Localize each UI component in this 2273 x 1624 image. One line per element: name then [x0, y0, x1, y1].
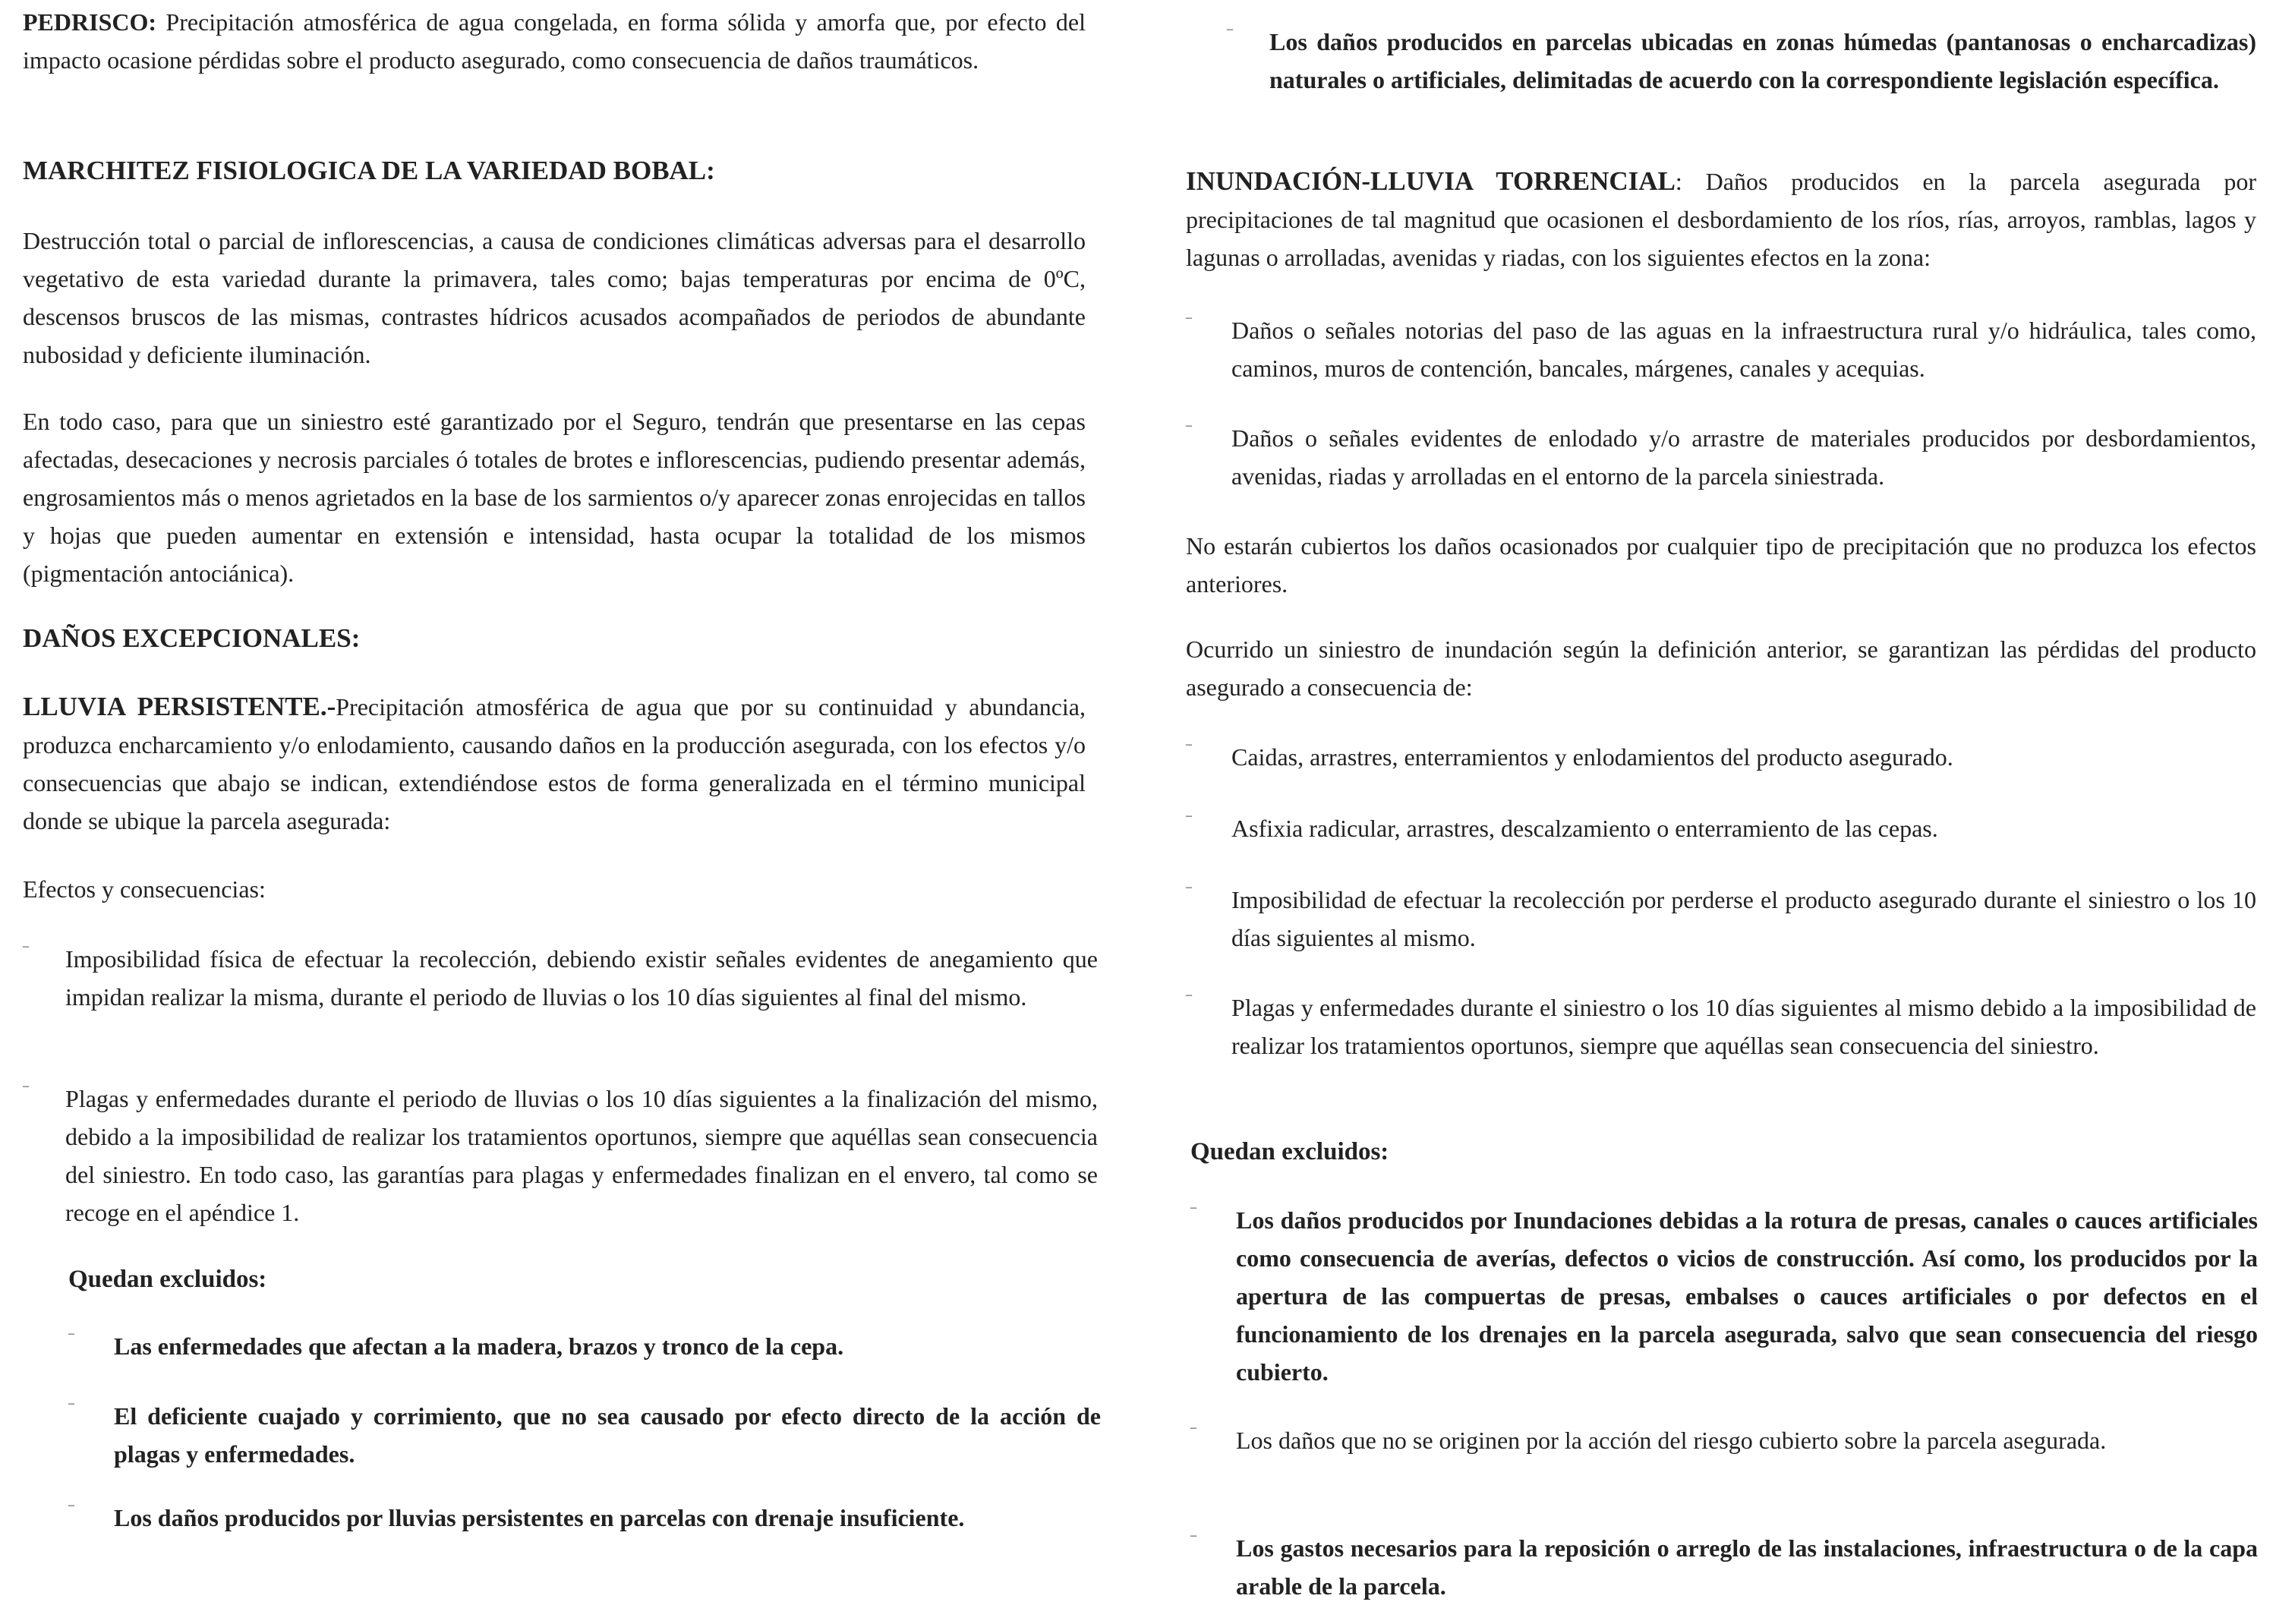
consecuencia-item [1186, 809, 2256, 847]
pedrisco-text: Precipitación atmosférica de agua congelada, en forma sólida y amorfa que, por efecto del impacto ocasione pérdidas sobre el producto asegurado, como consecuencia de daños traumáticos. [23, 8, 1086, 74]
consecuencia-text: Plagas y enfermedades durante el siniestro o los 10 días siguientes al mismo debido a la imposibilidad de realizar los tratamientos oportunos, siempre que aquéllas sean consecuencia del siniestro. [1231, 994, 2256, 1059]
dash-bullet: – [1190, 1529, 1196, 1542]
dash-bullet: – [1190, 1421, 1196, 1434]
left-excluido-item [68, 1397, 1101, 1473]
pedrisco-term: PEDRISCO: [23, 8, 157, 36]
right-top-excluido-text: Los daños producidos en parcelas ubicadas en zonas húmedas (pantanosas o encharcadizas) naturales o artificiales, delimitadas de acuerdo con la correspondiente legislación específica. [1269, 28, 2256, 93]
dash-bullet: – [1186, 419, 1192, 432]
inundacion-term: INUNDACIÓN-LLUVIA TORRENCIAL [1186, 166, 1676, 196]
dash-bullet: – [23, 940, 29, 953]
dash-bullet: – [1186, 989, 1192, 1001]
inundacion-text: : Daños producidos en la parcela asegurada por precipitaciones de tal magnitud que ocasionen el desbordamiento de los ríos, rías, arroyos, ramblas, lagos y lagunas o arrolladas, avenidas y riadas, con los siguientes efectos en la zona: [1186, 168, 2256, 271]
left-excluido-item [68, 1327, 1101, 1365]
efectos-label: Efectos y consecuencias: [23, 875, 266, 903]
consecuencia-item [1186, 738, 2256, 776]
right-excluido-text: Los daños que no se originen por la acción del riesgo cubierto sobre la parcela asegurada. [1236, 1427, 2107, 1454]
marchitez-paragraph-2: En todo caso, para que un siniestro esté garantizado por el Seguro, tendrán que presentarse en las cepas afectadas, desecaciones y necrosis parciales ó totales de brotes e inflorescencias, pudiendo presentar además, engrosamientos más o menos agrietados en la base de los sarmientos o/y aparecer zonas enrojecidas en tallos y hojas que pueden aumentar en extensión e intensidad, hasta ocupar la totalidad de los mismos (pigmentación antociánica). [23, 408, 1086, 587]
efectos-item [23, 940, 1098, 1016]
right-excluido-text: Los gastos necesarios para la reposición o arreglo de las instalaciones, infraestructura o de la capa arable de la parcela. [1236, 1534, 2258, 1600]
dash-bullet: – [1186, 738, 1192, 751]
lluvia-text: Precipitación atmosférica de agua que por su continuidad y abundancia, produzca encharcamiento y/o enlodamiento, causando daños en la producción asegurada, con los efectos y/o consecuencias que abajo se indican, extendiéndose estos de forma generalizada en el término municipal donde se ubique la parcela asegurada: [23, 693, 1086, 834]
lluvia-persistente-paragraph [23, 688, 1086, 840]
dash-bullet: – [68, 1327, 74, 1340]
left-excluidos-heading: Quedan excluidos: [68, 1266, 267, 1293]
consecuencia-text: Asfixia radicular, arrastres, descalzamiento o enterramiento de las cepas. [1231, 815, 1938, 842]
right-excluido-item [1190, 1529, 2258, 1605]
no-cubiertos-paragraph: No estarán cubiertos los daños ocasionados por cualquier tipo de precipitación que no produzca los efectos anteriores. [1186, 532, 2256, 598]
efectos-item-text: Plagas y enfermedades durante el periodo de lluvias o los 10 días siguientes a la finalización del mismo, debido a la imposibilidad de realizar los tratamientos oportunos, siempre que aquéllas sean consecuencia del siniestro. En todo caso, las garantías para plagas y enfermedades finalizan en el envero, tal como se recoge en el apéndice 1. [65, 1085, 1098, 1226]
left-excluido-text: Las enfermedades que afectan a la madera, brazos y tronco de la cepa. [114, 1332, 844, 1360]
right-excluido-text: Los daños producidos por Inundaciones debidas a la rotura de presas, canales o cauces artificiales como consecuencia de averías, defectos o vicios de construcción. Así como, los producidos por la apertura de las compuertas de presas, embalses o cauces artificiales o por defectos en el funcionamiento de los drenajes en la parcela asegurada, salvo que sean consecuencia del riesgo cubierto. [1236, 1206, 2258, 1386]
consecuencia-text: Imposibilidad de efectuar la recolección por perderse el producto asegurado durante el siniestro o los 10 días siguientes al mismo. [1231, 886, 2256, 951]
efecto-zona-text: Daños o señales notorias del paso de las aguas en la infraestructura rural y/o hidráulica, tales como, caminos, muros de contención, bancales, márgenes, canales y acequias. [1231, 317, 2256, 382]
dash-bullet: – [68, 1499, 74, 1512]
danos-excepcionales-heading: DAÑOS EXCEPCIONALES: [23, 623, 361, 653]
efecto-zona-item [1186, 311, 2256, 387]
right-excluido-item [1190, 1421, 2258, 1459]
inundacion-paragraph [1186, 162, 2256, 276]
right-excluido-item [1190, 1201, 2258, 1391]
efecto-zona-text: Daños o señales evidentes de enlodado y/o arrastre de materiales producidos por desbordamientos, avenidas, riadas y arrolladas en el entorno de la parcela siniestrada. [1231, 424, 2256, 490]
left-excluido-text: Los daños producidos por lluvias persistentes en parcelas con drenaje insuficiente. [114, 1504, 965, 1531]
right-top-excluido-item [1227, 23, 2256, 99]
dash-bullet: – [1227, 23, 1233, 36]
dash-bullet: – [23, 1080, 29, 1093]
marchitez-heading: MARCHITEZ FISIOLOGICA DE LA VARIEDAD BOBAL: [23, 156, 715, 185]
dash-bullet: – [1186, 881, 1192, 894]
dash-bullet: – [1190, 1201, 1196, 1214]
efectos-item-text: Imposibilidad física de efectuar la recolección, debiendo existir señales evidentes de anegamiento que impidan realizar la misma, durante el periodo de lluvias o los 10 días siguientes al final del mismo. [65, 945, 1098, 1011]
dash-bullet: – [1186, 311, 1192, 324]
ocurrido-paragraph: Ocurrido un siniestro de inundación según la definición anterior, se garantizan las pérdidas del producto asegurado a consecuencia de: [1186, 635, 2256, 701]
marchitez-paragraph-1: Destrucción total o parcial de inflorescencias, a causa de condiciones climáticas adversas para el desarrollo vegetativo de esta variedad durante la primavera, tales como; bajas temperaturas por encima de 0ºC, descensos bruscos de las mismas, contrastes hídricos acusados acompañados de periodos de abundante nubosidad y deficiente iluminación. [23, 227, 1086, 368]
efectos-item [23, 1080, 1098, 1231]
left-excluido-item [68, 1499, 1116, 1537]
consecuencia-item [1186, 881, 2256, 957]
consecuencia-item [1186, 989, 2256, 1064]
right-excluidos-heading: Quedan excluidos: [1190, 1138, 1389, 1165]
dash-bullet: – [68, 1397, 74, 1410]
consecuencia-text: Caidas, arrastres, enterramientos y enlodamientos del producto asegurado. [1231, 743, 1953, 771]
left-excluido-text: El deficiente cuajado y corrimiento, que no sea causado por efecto directo de la acción de plagas y enfermedades. [114, 1402, 1101, 1468]
lluvia-term: LLUVIA PERSISTENTE.- [23, 692, 336, 721]
efecto-zona-item [1186, 419, 2256, 495]
dash-bullet: – [1186, 809, 1192, 822]
pedrisco-paragraph [23, 3, 1086, 79]
